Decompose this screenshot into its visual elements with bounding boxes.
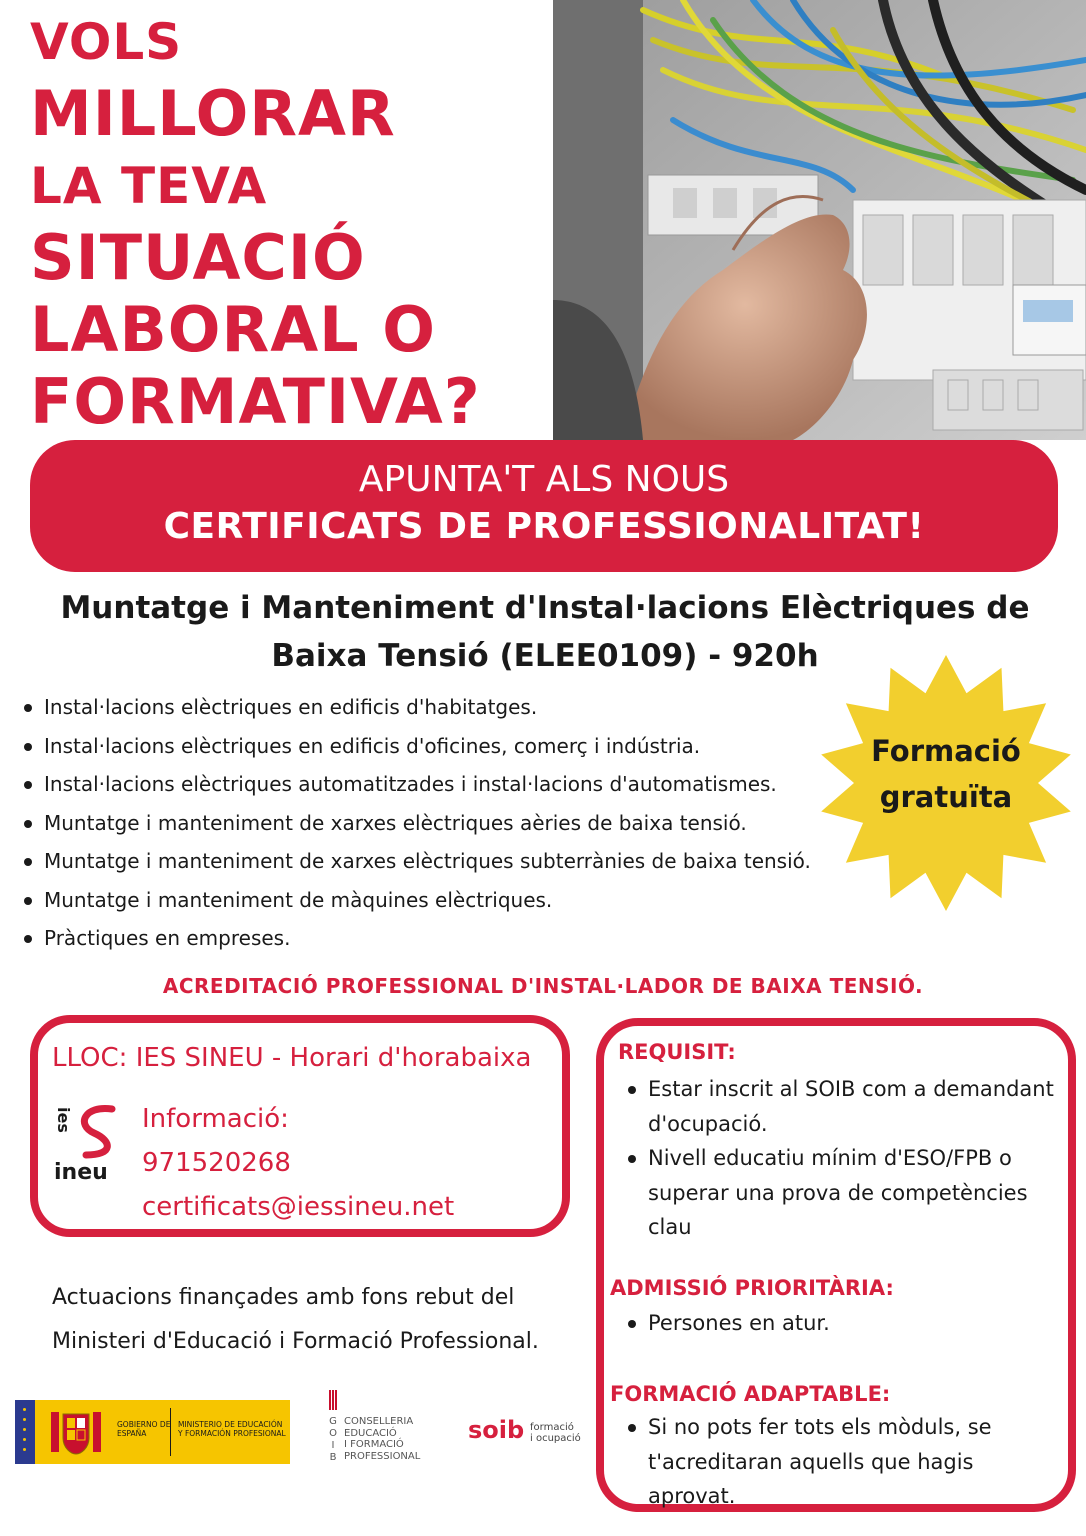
course-title-line: Muntatge i Manteniment d'Instal·lacions Elèctriques de bbox=[60, 590, 1030, 626]
goib-letters: G O I B bbox=[329, 1416, 337, 1463]
list-item: Muntatge i manteniment de xarxes elèctriques subterrànies de baixa tensió. bbox=[24, 842, 854, 881]
headline-line: LABORAL O bbox=[30, 293, 436, 366]
soib-subtitle: formació i ocupació bbox=[530, 1422, 581, 1444]
list-item: Estar inscrit al SOIB com a demandant d'ocupació. bbox=[626, 1072, 1066, 1141]
funding-line: Actuacions finançades amb fons rebut del bbox=[52, 1285, 515, 1310]
info-label: Informació: bbox=[142, 1104, 289, 1134]
ministry-label: MINISTERIO DE EDUCACIÓN Y FORMACIÓN PROFESIONAL bbox=[178, 1420, 286, 1438]
electrical-panel-photo bbox=[553, 0, 1086, 440]
free-training-badge-text bbox=[806, 728, 1086, 820]
banner-subtitle: APUNTA'T ALS NOUS bbox=[358, 459, 730, 500]
requirements-list bbox=[626, 1072, 1066, 1245]
list-item: Persones en atur. bbox=[626, 1306, 1066, 1341]
module-list bbox=[24, 688, 854, 958]
accreditation-note: ACREDITACIÓ PROFESSIONAL D'INSTAL·LADOR DE BAIXA TENSIÓ. bbox=[162, 974, 924, 998]
goib-mark-icon bbox=[328, 1390, 338, 1412]
cta-banner bbox=[30, 440, 1058, 572]
badge-line: gratuïta bbox=[879, 780, 1013, 814]
funding-note bbox=[52, 1276, 592, 1364]
eu-flag-icon bbox=[15, 1400, 35, 1464]
requirements-box bbox=[596, 1018, 1076, 1512]
headline bbox=[30, 6, 550, 438]
course-title-line: Baixa Tensió (ELEE0109) - 920h bbox=[271, 638, 819, 674]
headline-line: SITUACIÓ bbox=[30, 221, 366, 294]
headline-line: FORMATIVA? bbox=[30, 365, 481, 438]
soib-logo bbox=[468, 1414, 588, 1450]
divider bbox=[170, 1408, 171, 1456]
gov-label: GOBIERNO DE ESPAÑA bbox=[117, 1420, 171, 1438]
logo-text: ies bbox=[54, 1107, 73, 1133]
location-title: LLOC: IES SINEU - Horari d'horabaixa bbox=[52, 1043, 532, 1073]
banner-title: CERTIFICATS DE PROFESSIONALITAT! bbox=[163, 506, 925, 547]
list-item: Muntatge i manteniment de xarxes elèctriques aèries de baixa tensió. bbox=[24, 804, 854, 843]
ies-sineu-logo bbox=[54, 1103, 124, 1185]
phone-number[interactable]: 971520268 bbox=[142, 1148, 291, 1178]
gobierno-espana-logo bbox=[15, 1400, 290, 1464]
funding-line: Ministeri d'Educació i Formació Professional. bbox=[52, 1329, 539, 1354]
headline-line: VOLS bbox=[30, 13, 183, 71]
adaptable-heading: FORMACIÓ ADAPTABLE: bbox=[610, 1382, 891, 1406]
headline-line: LA TEVA bbox=[30, 157, 268, 215]
adaptable-list bbox=[626, 1410, 1066, 1514]
list-item: Pràctiques en empreses. bbox=[24, 919, 854, 958]
list-item: Si no pots fer tots els mòduls, se t'acreditaran aquells que hagis aprovat. bbox=[626, 1410, 1066, 1514]
priority-list bbox=[626, 1306, 1066, 1341]
headline-line: MILLORAR bbox=[30, 77, 396, 150]
email-link[interactable]: certificats@iessineu.net bbox=[142, 1192, 455, 1222]
goib-logo bbox=[326, 1390, 426, 1482]
list-item: Instal·lacions elèctriques en edificis d'oficines, comerç i indústria. bbox=[24, 727, 854, 766]
list-item: Instal·lacions elèctriques en edificis d'habitatges. bbox=[24, 688, 854, 727]
list-item: Nivell educatiu mínim d'ESO/FPB o superar una prova de competències clau bbox=[626, 1141, 1066, 1245]
conselleria-label: CONSELLERIA EDUCACIÓ I FORMACIÓ PROFESSIONAL bbox=[344, 1416, 421, 1462]
soib-wordmark: soib bbox=[468, 1416, 525, 1444]
contact-info bbox=[142, 1097, 454, 1229]
list-item: Instal·lacions elèctriques automatitzades i instal·lacions d'automatismes. bbox=[24, 765, 854, 804]
logo-text: ineu bbox=[54, 1160, 108, 1185]
priority-heading: ADMISSIÓ PRIORITÀRIA: bbox=[610, 1276, 894, 1300]
location-box bbox=[30, 1015, 570, 1237]
list-item: Muntatge i manteniment de màquines elèctriques. bbox=[24, 881, 854, 920]
requirements-heading: REQUISIT: bbox=[618, 1040, 736, 1064]
coat-of-arms-icon bbox=[47, 1408, 105, 1456]
badge-line: Formació bbox=[871, 734, 1021, 768]
